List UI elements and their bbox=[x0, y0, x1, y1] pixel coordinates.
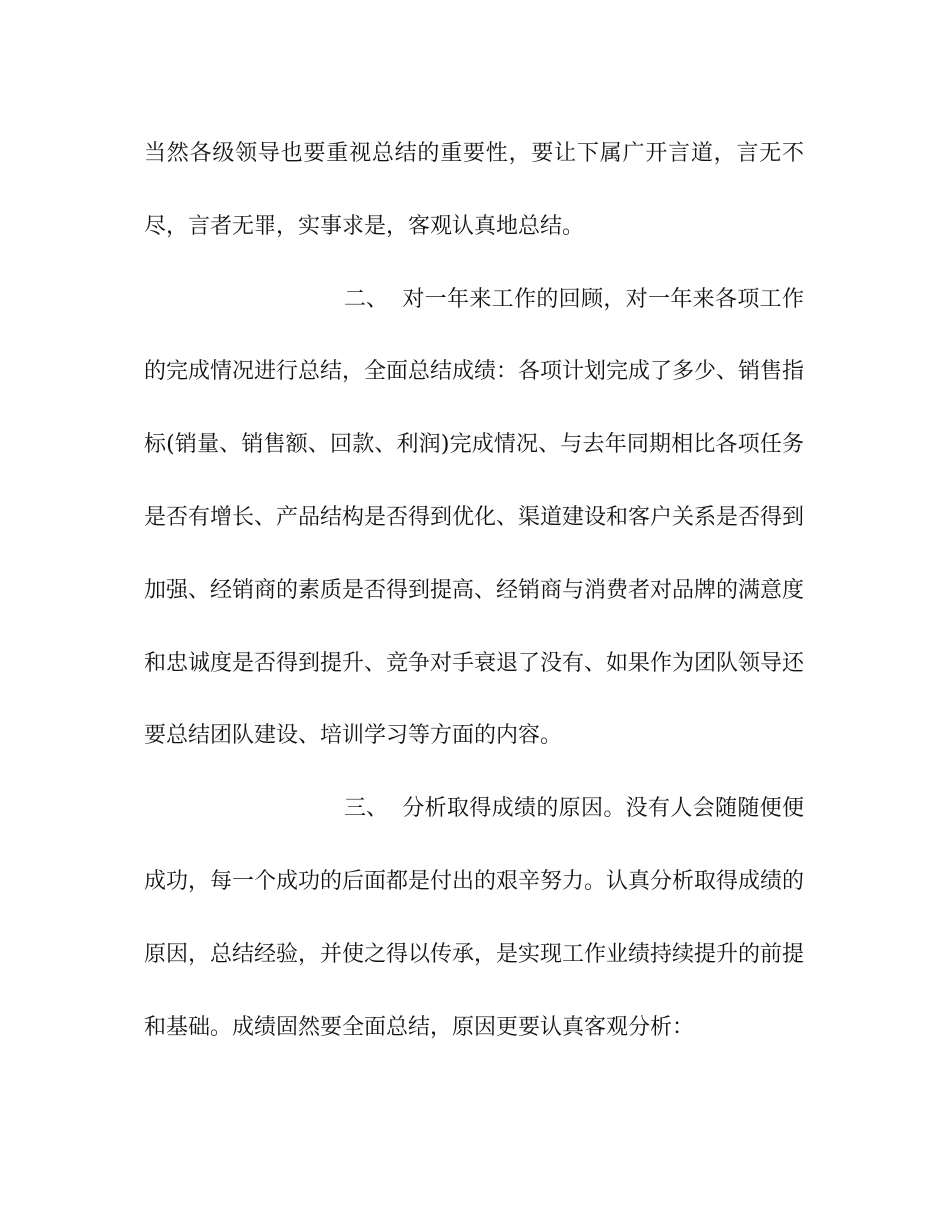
document-body bbox=[144, 118, 804, 1064]
section-number: 二、 bbox=[344, 286, 389, 312]
paragraph-text: 对一年来工作的回顾，对一年来各项工作的完成情况进行总结，全面总结成绩：各项计划完成了多少、销售指标(销量、销售额、回款、利润)完成情况、与去年同期相比各项任务是否有增长、产品结构是否得到优化、渠道建设和客户关系是否得到加强、经销商的素质是否得到提高、经销商与消费者对品牌的满意度和忠诚度是否得到提升、竞争对手衰退了没有、如果作为团队领导还要总结团队建设、培训学习等方面的内容。 bbox=[144, 286, 805, 749]
paragraph-section-2 bbox=[144, 264, 804, 774]
paragraph-section-3 bbox=[144, 773, 804, 1064]
paragraph-text: 分析取得成绩的原因。没有人会随随便便成功，每一个成功的后面都是付出的艰辛努力。认真分析取得成绩的原因，总结经验，并使之得以传承，是实现工作业绩持续提升的前提和基础。成绩固然要全面总结，原因更要认真客观分析： bbox=[144, 796, 805, 1040]
paragraph-text: 当然各级领导也要重视总结的重要性，要让下属广开言道，言无不尽，言者无罪，实事求是，客观认真地总结。 bbox=[144, 141, 804, 239]
section-number: 三、 bbox=[344, 796, 389, 822]
paragraph-continuation bbox=[144, 118, 804, 264]
